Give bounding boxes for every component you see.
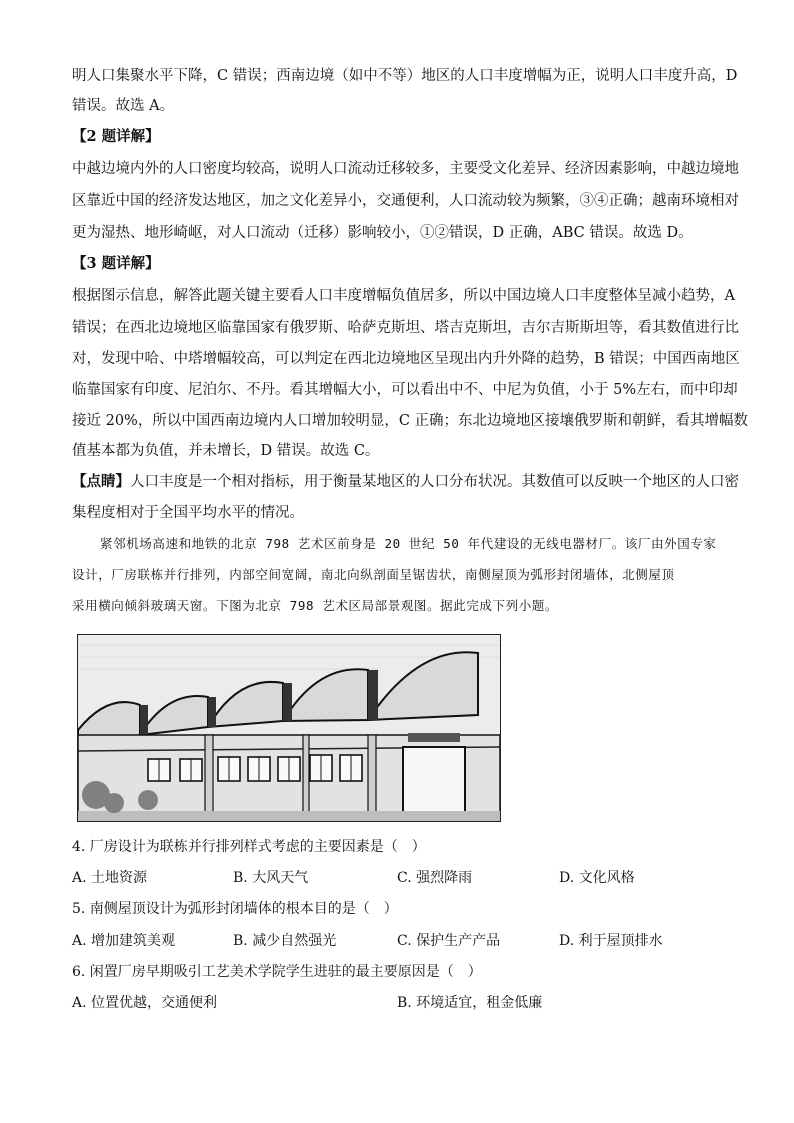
q4-option-b[interactable]: B. 大风天气 [233,870,309,886]
q3-detail-line: 值基本都为负值，并未增长，D 错误。故选 C。 [72,443,380,459]
sawtooth-factory-illustration [78,635,500,821]
q3-detail-line: 根据图示信息，解答此题关键主要看人口丰度增幅负值居多，所以中国边境人口丰度整体呈减小趋势，A [72,288,735,304]
q6-option-a[interactable]: A. 位置优越，交通便利 [72,995,218,1011]
q3-detail-heading: 【3 题详解】 [72,255,160,272]
answer-line-1: 明人口集聚水平下降，C 错误；西南边境（如中不等）地区的人口丰度增幅为正，说明人口丰度升高，D [72,68,738,84]
question-5-stem: 5. 南侧屋顶设计为弧形封闭墙体的根本目的是（ ） [72,901,398,917]
comment-line-2: 集程度相对于全国平均水平的情况。 [72,505,304,521]
q2-detail-line: 中越边境内外的人口密度均较高，说明人口流动迁移较多，主要受文化差异、经济因素影响，中越边境地 [72,161,739,177]
q2-detail-line: 更为湿热、地形崎岖，对人口流动（迁移）影响较小，①②错误，D 正确，ABC 错误。故选 D。 [72,225,693,241]
comment-tag: 【点睛】 [72,473,130,490]
q4-option-c[interactable]: C. 强烈降雨 [397,870,473,886]
intro-line: 采用横向倾斜玻璃天窗。下图为北京 798 艺术区局部景观图。据此完成下列小题。 [72,598,559,613]
intro-line: 设计，厂房联栋并行排列，内部空间宽阔，南北向纵剖面呈锯齿状，南侧屋顶为弧形封闭墙体，北侧屋顶 [72,567,675,582]
q6-option-b[interactable]: B. 环境适宜，租金低廉 [397,995,543,1011]
question-6-stem: 6. 闲置厂房早期吸引工艺美术学院学生进驻的最主要原因是（ ） [72,964,482,980]
q2-detail-line: 区靠近中国的经济发达地区，加之文化差异小，交通便利，人口流动较为频繁，③④正确；越南环境相对 [72,193,739,209]
q5-option-b[interactable]: B. 减少自然强光 [233,933,337,949]
q3-detail-line: 错误；在西北边境地区临靠国家有俄罗斯、哈萨克斯坦、塔吉克斯坦，吉尔吉斯斯坦等，看其数值进行比 [72,320,739,336]
q3-detail-line: 临靠国家有印度、尼泊尔、不丹。看其增幅大小，可以看出中不、中尼为负值，小于 5%左右，而中印却 [72,382,738,398]
q4-option-a[interactable]: A. 土地资源 [72,870,148,886]
intro-line: 紧邻机场高速和地铁的北京 798 艺术区前身是 20 世纪 50 年代建设的无线电器材厂。该厂由外国专家 [100,536,717,551]
q5-option-d[interactable]: D. 利于屋顶排水 [559,933,663,949]
comment-text: 人口丰度是一个相对指标，用于衡量某地区的人口分布状况。其数值可以反映一个地区的人口密 [130,474,739,490]
q5-option-a[interactable]: A. 增加建筑美观 [72,933,176,949]
question-4-stem: 4. 厂房设计为联栋并行排列样式考虑的主要因素是（ ） [72,839,426,855]
q5-option-c[interactable]: C. 保护生产产品 [397,933,501,949]
q4-option-d[interactable]: D. 文化风格 [559,870,635,886]
q3-detail-line: 接近 20%，所以中国西南边境内人口增加较明显，C 正确；东北边境地区接壤俄罗斯和朝鲜，看其增幅数 [72,413,749,429]
q3-detail-line: 对，发现中哈、中塔增幅较高，可以判定在西北边境地区呈现出内升外降的趋势，B 错误；中国西南地区 [72,351,740,367]
answer-line-2: 错误。故选 A。 [72,98,175,114]
comment-line-1 [72,472,739,492]
q2-detail-heading: 【2 题详解】 [72,128,160,145]
factory-photo [77,634,501,822]
